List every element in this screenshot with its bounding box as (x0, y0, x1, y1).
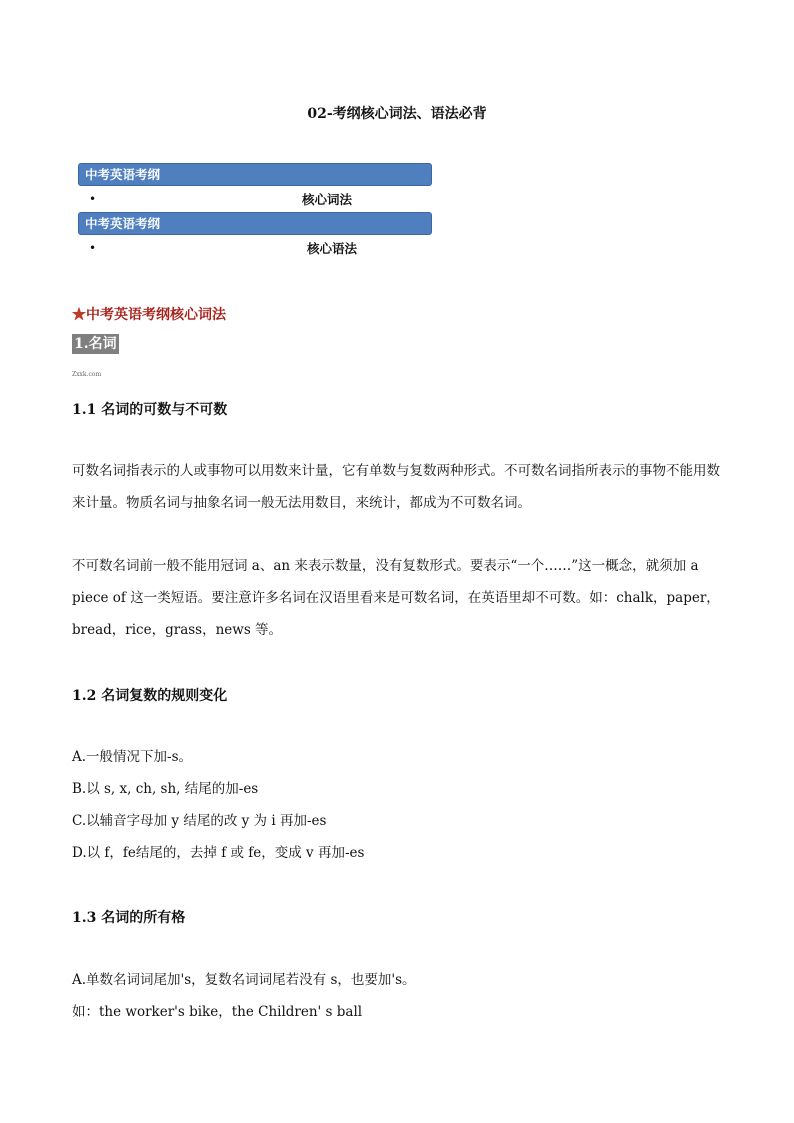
outline-bullet-1: • (89, 192, 97, 206)
section-heading (72, 304, 226, 324)
chapter-label: 1.名词 (74, 336, 117, 352)
star-icon: ★ (72, 307, 86, 323)
document-title: 02-考纲核心词法、语法必背 (307, 106, 487, 122)
paragraph-uncountable: 不可数名词前一般不能用冠词 a、an 来表示数量，没有复数形式。要表示“一个……”这一概念，就须加 a piece of 这一类短语。要注意许多名词在汉语里看来是可数名词，在英语里却不可数。如：chalk，paper，bread，rice，grass，news 等。 (72, 558, 720, 638)
plural-rule-b: B.以 s, x, ch, sh, 结尾的加-es (72, 781, 259, 797)
watermark-text: Zxxk.com (72, 371, 102, 378)
outline-bullet-2: • (89, 241, 97, 255)
outline-bar-1: 中考英语考纲 (78, 163, 432, 186)
possessive-rule-a: A.单数名词词尾加's，复数名词词尾若没有 s，也要加's。 (72, 972, 416, 988)
paragraph-countable: 可数名词指表示的人或事物可以用数来计量，它有单数与复数两种形式。不可数名词指所表示的事物不能用数来计量。物质名词与抽象名词一般无法用数目，来统计，都成为不可数名词。 (72, 463, 720, 511)
outline-item-2: 核心语法 (307, 241, 358, 256)
plural-rule-a: A.一般情况下加-s。 (72, 749, 193, 765)
outline-bar-2: 中考英语考纲 (78, 212, 432, 235)
outline-item-1: 核心词法 (302, 192, 353, 207)
possessive-example: 如：the worker's bike，the Children' s ball (72, 1004, 363, 1020)
section-heading-text: 中考英语考纲核心词法 (86, 307, 226, 323)
subsection-title-1-3: 1.3 名词的所有格 (72, 910, 186, 926)
plural-rule-c: C.以辅音字母加 y 结尾的改 y 为 i 再加-es (72, 813, 327, 829)
subsection-title-1-1: 1.1 名词的可数与不可数 (72, 402, 228, 418)
plural-rule-d: D.以 f，fe结尾的，去掉 f 或 fe，变成 v 再加-es (72, 845, 365, 861)
subsection-title-1-2: 1.2 名词复数的规则变化 (72, 688, 228, 704)
